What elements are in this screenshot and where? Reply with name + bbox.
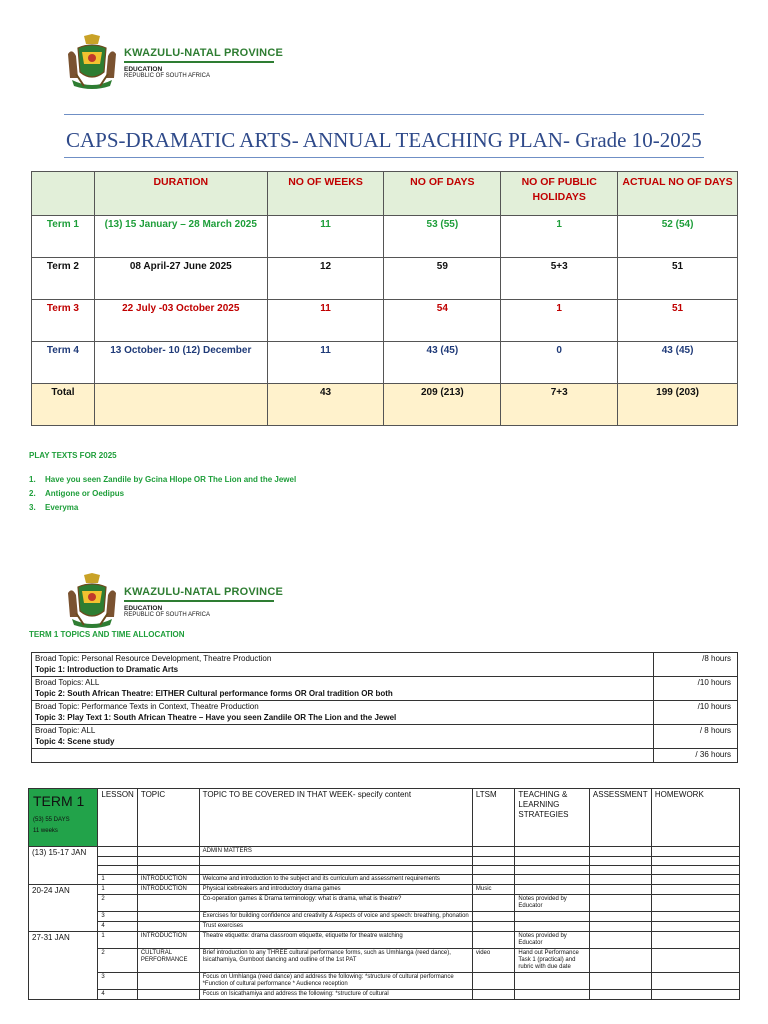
plan-ltsm — [472, 912, 515, 922]
plan-header-ltsm: LTSM — [472, 789, 515, 847]
plan-topic — [137, 973, 199, 990]
plan-ltsm — [472, 895, 515, 912]
plan-lesson: 3 — [98, 912, 137, 922]
term-label: Term 2 — [32, 258, 95, 300]
total-duration — [94, 384, 267, 426]
broad-topic: Broad Topic: Personal Resource Development, Theatre Production — [35, 654, 272, 663]
plan-content: Focus on Umhlanga (reed dance) and address the following: *structure of cultural performance *Function of cultural performance * Audience reception — [199, 973, 472, 990]
broad-topic: Broad Topic: ALL — [35, 726, 96, 735]
plan-lesson: 1 — [98, 932, 137, 949]
allocation-topic — [32, 677, 654, 701]
plan-lesson: 1 — [98, 875, 137, 885]
plan-topic: CULTURAL PERFORMANCE — [137, 949, 199, 973]
term-duration: 13 October- 10 (12) December — [94, 342, 267, 384]
term-actual-days: 51 — [618, 300, 738, 342]
total-actual-days: 199 (203) — [618, 384, 738, 426]
plan-ltsm: Music — [472, 885, 515, 895]
time-allocation-table — [31, 652, 738, 763]
play-text-item: 3. Everyma — [29, 503, 79, 512]
plan-assessment — [589, 990, 651, 1000]
term-days: 54 — [384, 300, 501, 342]
topic-title: Topic 4: Scene study — [35, 736, 115, 746]
plan-row — [29, 875, 740, 885]
plan-assessment — [589, 922, 651, 932]
total-label: Total — [32, 384, 95, 426]
plan-row — [29, 990, 740, 1000]
kzn-education-logo — [64, 34, 283, 92]
term-weeks: 11 — [267, 300, 384, 342]
plan-ltsm — [472, 922, 515, 932]
title-rule-top — [64, 114, 704, 115]
plan-assessment — [589, 895, 651, 912]
allocation-row — [32, 677, 738, 701]
total-weeks: 43 — [267, 384, 384, 426]
plan-content: Brief introduction to any THREE cultural performance forms, such as Umhlanga (reed dance), Isicathamiya, Gumboot dancing and outline of the 1st PAT — [199, 949, 472, 973]
term-weeks: 11 — [267, 342, 384, 384]
term-holidays: 0 — [501, 342, 618, 384]
plan-strategies — [515, 847, 589, 857]
plan-topic — [137, 922, 199, 932]
plan-content: Theatre etiquette: drama classroom etiquette, etiquette for theatre watching — [199, 932, 472, 949]
plan-strategies — [515, 973, 589, 990]
allocation-hours: /10 hours — [654, 701, 738, 725]
play-text-title: Have you seen Zandile by Gcina Hlope OR The Lion and the Jewel — [45, 475, 297, 484]
play-texts-list — [29, 473, 296, 515]
logo-divider — [124, 61, 274, 63]
plan-ltsm — [472, 932, 515, 949]
plan-assessment — [589, 875, 651, 885]
plan-content: Welcome and introduction to the subject and its curriculum and assessment requirements — [199, 875, 472, 885]
plan-lesson — [98, 857, 137, 866]
plan-content: Exercises for building confidence and creativity & Aspects of voice and speech: breathing, phonation — [199, 912, 472, 922]
broad-topic: Broad Topic: Performance Texts in Context, Theatre Production — [35, 702, 259, 711]
term-label: Term 1 — [32, 216, 95, 258]
logo-divider — [124, 600, 274, 602]
summary-row-term1 — [32, 216, 738, 258]
summary-header-row — [32, 172, 738, 216]
plan-content — [199, 857, 472, 866]
allocation-topic — [32, 653, 654, 677]
allocation-total-row — [32, 749, 738, 763]
plan-topic — [137, 857, 199, 866]
term-badge-weeks: 11 weeks — [33, 828, 58, 834]
page-title: CAPS-DRAMATIC ARTS- ANNUAL TEACHING PLAN- Grade 10-2025 — [66, 128, 702, 152]
plan-ltsm: video — [472, 949, 515, 973]
plan-topic: INTRODUCTION — [137, 932, 199, 949]
plan-lesson — [98, 847, 137, 857]
term-days: 43 (45) — [384, 342, 501, 384]
plan-strategies: Hand out Performance Task 1 (practical) and rubric with due date — [515, 949, 589, 973]
plan-content: Physical icebreakers and introductory drama games — [199, 885, 472, 895]
term-badge-label: TERM 1 — [33, 793, 85, 809]
allocation-hours: / 8 hours — [654, 725, 738, 749]
department-name: EDUCATION — [124, 604, 163, 612]
plan-row — [29, 912, 740, 922]
plan-homework — [651, 949, 739, 973]
allocation-topic — [32, 725, 654, 749]
play-text-title: Antigone or Oedipus — [45, 489, 125, 498]
term-days: 59 — [384, 258, 501, 300]
plan-homework — [651, 866, 739, 875]
plan-lesson: 1 — [98, 885, 137, 895]
play-text-title: Everyma — [45, 503, 79, 512]
summary-row-term2 — [32, 258, 738, 300]
plan-homework — [651, 932, 739, 949]
plan-strategies — [515, 866, 589, 875]
plan-assessment — [589, 847, 651, 857]
summary-header-actual: ACTUAL NO OF DAYS — [618, 172, 738, 216]
term-label: Term 3 — [32, 300, 95, 342]
plan-topic: INTRODUCTION — [137, 885, 199, 895]
plan-strategies — [515, 875, 589, 885]
summary-header-blank — [32, 172, 95, 216]
allocation-topic — [32, 701, 654, 725]
term1-plan-table — [28, 788, 740, 1000]
summary-total-row — [32, 384, 738, 426]
plan-row — [29, 847, 740, 857]
allocation-row — [32, 701, 738, 725]
play-text-item: 2. Antigone or Oedipus — [29, 489, 125, 498]
allocation-hours: /8 hours — [654, 653, 738, 677]
plan-topic: INTRODUCTION — [137, 875, 199, 885]
summary-header-weeks: NO OF WEEKS — [267, 172, 384, 216]
total-holidays: 7+3 — [501, 384, 618, 426]
plan-assessment — [589, 932, 651, 949]
plan-topic — [137, 847, 199, 857]
plan-topic — [137, 866, 199, 875]
plan-row — [29, 922, 740, 932]
plan-row — [29, 932, 740, 949]
coat-of-arms-icon — [64, 573, 120, 631]
term-holidays: 1 — [501, 216, 618, 258]
country-name: REPUBLIC OF SOUTH AFRICA — [124, 72, 211, 79]
plan-content: Trust exercises — [199, 922, 472, 932]
topic-title: Topic 2: South African Theatre: EITHER Cultural performance forms OR Oral tradition OR both — [35, 688, 393, 698]
allocation-row — [32, 725, 738, 749]
plan-lesson: 3 — [98, 973, 137, 990]
province-name: KWAZULU-NATAL PROVINCE — [124, 46, 284, 59]
summary-header-days: NO OF DAYS — [384, 172, 501, 216]
plan-header-content: TOPIC TO BE COVERED IN THAT WEEK- specify content — [199, 789, 472, 847]
plan-ltsm — [472, 847, 515, 857]
plan-lesson: 4 — [98, 990, 137, 1000]
term-duration: 08 April-27 June 2025 — [94, 258, 267, 300]
plan-lesson: 2 — [98, 895, 137, 912]
plan-content: ADMIN MATTERS — [199, 847, 472, 857]
plan-week: 20-24 JAN — [29, 885, 98, 932]
plan-homework — [651, 875, 739, 885]
term-duration: (13) 15 January – 28 March 2025 — [94, 216, 267, 258]
plan-header-strategies: TEACHING & LEARNING STRATEGIES — [515, 789, 589, 847]
allocation-total-hours: / 36 hours — [654, 749, 738, 763]
department-name: EDUCATION — [124, 65, 163, 73]
term-weeks: 11 — [267, 216, 384, 258]
plan-homework — [651, 912, 739, 922]
plan-ltsm — [472, 875, 515, 885]
plan-ltsm — [472, 973, 515, 990]
plan-content — [199, 866, 472, 875]
plan-content: Focus on Isicathamiya and address the following: *structure of cultural — [199, 990, 472, 1000]
plan-lesson — [98, 866, 137, 875]
term-badge — [29, 789, 98, 847]
plan-strategies: Notes provided by Educator — [515, 895, 589, 912]
term-actual-days: 52 (54) — [618, 216, 738, 258]
term-label: Term 4 — [32, 342, 95, 384]
topic-title: Topic 1: Introduction to Dramatic Arts — [35, 664, 179, 674]
plan-strategies — [515, 912, 589, 922]
plan-lesson: 4 — [98, 922, 137, 932]
plan-assessment — [589, 885, 651, 895]
plan-week: 27-31 JAN — [29, 932, 98, 1000]
plan-homework — [651, 973, 739, 990]
topic-title: Topic 3: Play Text 1: South African Theatre – Have you seen Zandile OR The Lion and the Jewel — [35, 712, 397, 722]
plan-assessment — [589, 949, 651, 973]
plan-header-assessment: ASSESSMENT — [589, 789, 651, 847]
plan-assessment — [589, 866, 651, 875]
plan-strategies — [515, 990, 589, 1000]
allocation-row — [32, 653, 738, 677]
province-name: KWAZULU-NATAL PROVINCE — [124, 585, 284, 598]
plan-strategies — [515, 857, 589, 866]
term-duration: 22 July -03 October 2025 — [94, 300, 267, 342]
plan-strategies: Notes provided by Educator — [515, 932, 589, 949]
term-badge-days: (53) 55 DAYS — [33, 817, 70, 823]
summary-header-duration: DURATION — [94, 172, 267, 216]
plan-homework — [651, 847, 739, 857]
total-days: 209 (213) — [384, 384, 501, 426]
term-holidays: 1 — [501, 300, 618, 342]
term-days: 53 (55) — [384, 216, 501, 258]
plan-homework — [651, 895, 739, 912]
plan-homework — [651, 885, 739, 895]
plan-content: Co-operation games & Drama terminology: what is drama, what is theatre? — [199, 895, 472, 912]
term1-topics-heading: TERM 1 TOPICS AND TIME ALLOCATION — [29, 630, 185, 639]
plan-header-homework: HOMEWORK — [651, 789, 739, 847]
plan-row — [29, 949, 740, 973]
plan-row — [29, 885, 740, 895]
plan-topic — [137, 912, 199, 922]
plan-strategies — [515, 885, 589, 895]
plan-homework — [651, 990, 739, 1000]
plan-topic — [137, 895, 199, 912]
play-texts-heading: PLAY TEXTS FOR 2025 — [29, 451, 117, 460]
plan-assessment — [589, 912, 651, 922]
term-weeks: 12 — [267, 258, 384, 300]
plan-topic — [137, 990, 199, 1000]
plan-row — [29, 857, 740, 866]
term-summary-table — [31, 171, 738, 426]
plan-assessment — [589, 857, 651, 866]
plan-lesson: 2 — [98, 949, 137, 973]
plan-row — [29, 973, 740, 990]
plan-header-lesson: LESSON — [98, 789, 137, 847]
summary-row-term4 — [32, 342, 738, 384]
plan-header-topic: TOPIC — [137, 789, 199, 847]
summary-header-holidays: NO OF PUBLIC HOLIDAYS — [501, 172, 618, 216]
country-name: REPUBLIC OF SOUTH AFRICA — [124, 611, 211, 618]
kzn-education-logo-2 — [64, 573, 283, 631]
plan-homework — [651, 922, 739, 932]
plan-ltsm — [472, 990, 515, 1000]
allocation-total-blank — [32, 749, 654, 763]
plan-ltsm — [472, 857, 515, 866]
plan-ltsm — [472, 866, 515, 875]
plan-assessment — [589, 973, 651, 990]
title-rule-bottom — [64, 157, 704, 158]
plan-row — [29, 895, 740, 912]
coat-of-arms-icon — [64, 34, 120, 92]
term-actual-days: 51 — [618, 258, 738, 300]
term-holidays: 5+3 — [501, 258, 618, 300]
plan-row — [29, 866, 740, 875]
summary-row-term3 — [32, 300, 738, 342]
plan-week: (13) 15-17 JAN — [29, 847, 98, 885]
play-text-item: 1. Have you seen Zandile by Gcina Hlope OR The Lion and the Jewel — [29, 475, 297, 484]
plan-header-row — [29, 789, 740, 847]
allocation-hours: /10 hours — [654, 677, 738, 701]
plan-strategies — [515, 922, 589, 932]
broad-topic: Broad Topics: ALL — [35, 678, 100, 687]
plan-homework — [651, 857, 739, 866]
term-actual-days: 43 (45) — [618, 342, 738, 384]
